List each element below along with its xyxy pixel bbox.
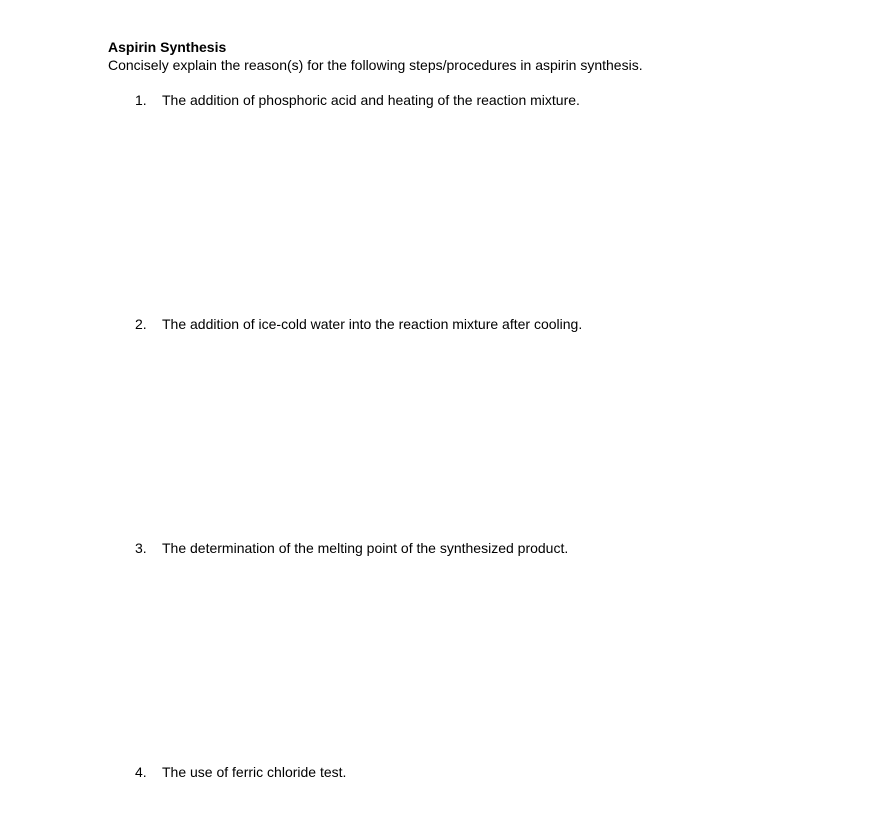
list-item-text: The addition of phosphoric acid and heating of the reaction mixture. [162,92,580,108]
list-item [0,764,878,781]
list-item-text: The addition of ice-cold water into the reaction mixture after cooling. [162,316,583,332]
list-item-number: 4. [135,764,147,780]
list-item [0,540,878,557]
instruction-text: Concisely explain the reason(s) for the following steps/procedures in aspirin synthesis. [108,57,643,73]
list-item [0,316,878,333]
document-title: Aspirin Synthesis [108,39,227,55]
list-item-number: 3. [135,540,147,556]
list-item-text: The determination of the melting point of the synthesized product. [162,540,569,556]
list-item-text: The use of ferric chloride test. [162,764,347,780]
list-item [0,92,878,109]
list-item-number: 2. [135,316,147,332]
list-item-number: 1. [135,92,147,108]
